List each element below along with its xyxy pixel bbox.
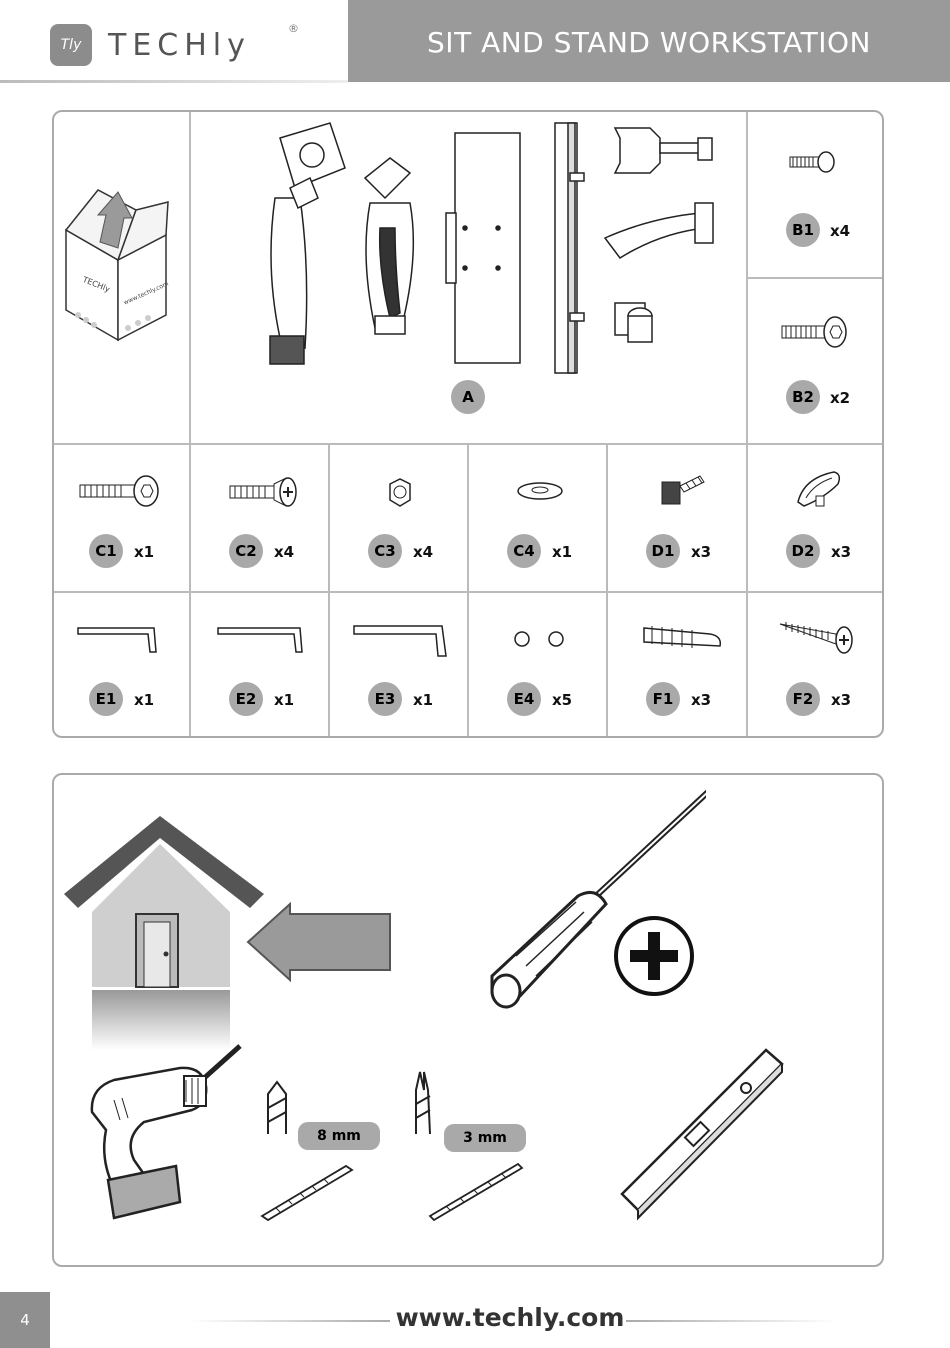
screw-b1-icon [788, 150, 838, 174]
part-badge: B2 [786, 380, 820, 414]
drill-bit-3mm-icon [424, 1160, 528, 1222]
grid-divider [328, 445, 330, 736]
registered-mark: ® [288, 22, 299, 35]
part-badge: B1 [786, 213, 820, 247]
wood-screw-f2-icon [778, 616, 856, 656]
part-quantity: x3 [691, 691, 712, 709]
grid-divider [748, 277, 882, 279]
part-badge: C1 [89, 534, 123, 568]
document-title: SIT AND STAND WORKSTATION [427, 26, 871, 59]
screw-b2-icon [780, 315, 850, 349]
drill-size-label: 8 mm [298, 1122, 380, 1150]
hex-key-e2-icon [216, 622, 306, 656]
wall-plug-f1-icon [640, 616, 728, 656]
part-quantity: x3 [831, 691, 852, 709]
caps-e4-icon [510, 628, 570, 650]
spirit-level-icon [616, 1044, 788, 1224]
part-quantity: x1 [274, 691, 295, 709]
unpack-box-icon [58, 180, 186, 350]
drill-bit-8mm-icon [256, 1160, 356, 1222]
footer-rule-right [626, 1320, 836, 1322]
knob-d2-icon [794, 468, 846, 510]
part-badge: F2 [786, 682, 820, 716]
page-number: 4 [0, 1292, 50, 1348]
part-badge: F1 [646, 682, 680, 716]
part-quantity: x5 [552, 691, 573, 709]
part-quantity: x1 [134, 691, 155, 709]
nut-c3-icon [384, 478, 416, 508]
part-quantity: x1 [134, 543, 155, 561]
part-badge: E3 [368, 682, 402, 716]
grid-divider [467, 445, 469, 736]
part-badge: C3 [368, 534, 402, 568]
main-assembly-parts-icon [250, 118, 740, 378]
part-badge: D1 [646, 534, 680, 568]
part-quantity: x2 [830, 389, 851, 407]
part-badge: E1 [89, 682, 123, 716]
footer-rule-left [190, 1320, 390, 1322]
power-drill-icon [84, 1040, 244, 1220]
screw-c1-icon [78, 474, 162, 508]
box-url-print: www.techly.com [122, 280, 170, 307]
bolt-d1-icon [656, 468, 708, 508]
part-quantity: x4 [413, 543, 434, 561]
techly-logo-text: TECHly [108, 28, 251, 63]
part-quantity: x3 [831, 543, 852, 561]
part-badge-main: A [451, 380, 485, 414]
techly-logo-icon: Tly [50, 24, 92, 66]
footer-website-url[interactable]: www.techly.com [395, 1303, 625, 1332]
part-quantity: x4 [274, 543, 295, 561]
part-quantity: x1 [413, 691, 434, 709]
wood-bit-icon [408, 1068, 438, 1136]
grid-divider [189, 112, 191, 444]
drill-size-label: 3 mm [444, 1124, 526, 1152]
part-quantity: x1 [552, 543, 573, 561]
part-badge: E4 [507, 682, 541, 716]
grid-divider [189, 445, 191, 736]
masonry-bit-icon [262, 1078, 292, 1136]
box-brand-print: TECHly [81, 274, 112, 295]
hex-key-e3-icon [352, 622, 450, 660]
part-quantity: x3 [691, 543, 712, 561]
grid-divider [606, 445, 608, 736]
part-badge: C4 [507, 534, 541, 568]
part-quantity: x4 [830, 222, 851, 240]
washer-c4-icon [516, 480, 564, 502]
screw-c2-icon [228, 476, 300, 508]
hex-key-e1-icon [76, 622, 160, 656]
grid-divider [746, 445, 748, 736]
logo-underline [0, 80, 348, 83]
part-badge: D2 [786, 534, 820, 568]
part-badge: C2 [229, 534, 263, 568]
part-badge: E2 [229, 682, 263, 716]
indoor-use-house-icon [60, 812, 400, 1052]
phillips-plus-icon [612, 914, 696, 998]
